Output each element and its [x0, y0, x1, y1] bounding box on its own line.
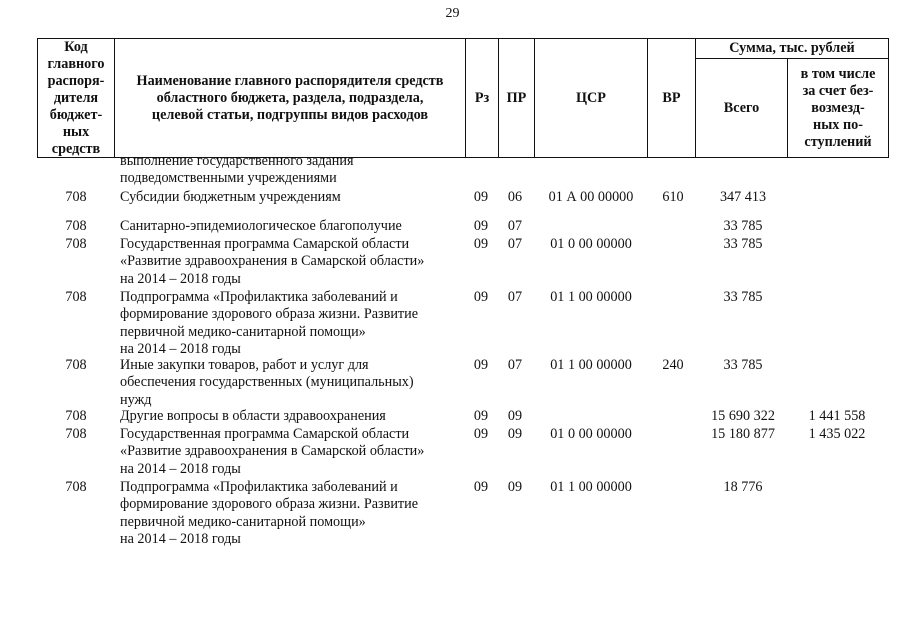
- cell-vr: 240: [662, 357, 684, 373]
- cell-rz: 09: [473, 189, 489, 205]
- cell-total: 15 180 877: [711, 426, 775, 442]
- cell-name-line: формирование здорового образа жизни. Развитие: [120, 306, 419, 323]
- cell-vr: 610: [662, 189, 684, 205]
- cell-name: [120, 357, 465, 409]
- header-vr: ВР: [648, 39, 696, 157]
- cell-pr: 09: [507, 408, 523, 424]
- header-code-line: распоря-: [47, 72, 105, 89]
- header-free-line: в том числе: [800, 65, 876, 82]
- continuation-line: подведомственными учреждениями: [120, 170, 337, 187]
- cell-name-line: обеспечения государственных (муниципальных): [120, 374, 414, 391]
- cell-code: 708: [65, 426, 87, 442]
- cell-rz: 09: [473, 357, 489, 373]
- cell-name-line: Государственная программа Самарской области: [120, 236, 410, 252]
- cell-rz: 09: [473, 218, 489, 234]
- cell-name-line: Другие вопросы в области здравоохранения: [120, 408, 386, 424]
- cell-name-line: первичной медико-санитарной помощи»: [120, 323, 366, 340]
- cell-csr: 01 0 00 00000: [550, 426, 632, 442]
- cell-name: [120, 218, 465, 235]
- cell-code: 708: [65, 357, 87, 373]
- header-pr: ПР: [499, 39, 535, 157]
- cell-pr: 07: [507, 218, 523, 234]
- cell-free: 1 435 022: [808, 426, 866, 442]
- cell-total: 15 690 322: [711, 408, 775, 424]
- header-total: Всего: [696, 59, 788, 157]
- cell-pr: 07: [507, 289, 523, 305]
- header-rz: Рз: [466, 39, 499, 157]
- header-name-text: [137, 73, 444, 124]
- cell-pr: 07: [507, 357, 523, 373]
- cell-rz: 09: [473, 236, 489, 252]
- header-free-line: ных по-: [813, 116, 863, 133]
- cell-total: 33 785: [723, 218, 763, 234]
- cell-name: [120, 289, 465, 359]
- cell-rz: 09: [473, 408, 489, 424]
- page-number: 29: [445, 6, 460, 21]
- header-free-line: возмезд-: [811, 99, 865, 116]
- cell-name-line: нужд: [120, 391, 152, 408]
- cell-rz: 09: [473, 289, 489, 305]
- cell-name-line: на 2014 – 2018 годы: [120, 341, 241, 358]
- header-name-line: целевой статьи, подгруппы видов расходов: [151, 106, 429, 123]
- header-code-line: средств: [51, 140, 101, 157]
- cell-name-line: Субсидии бюджетным учреждениям: [120, 189, 341, 205]
- cell-total: 347 413: [719, 189, 767, 205]
- cell-pr: 06: [507, 189, 523, 205]
- cell-name-line: на 2014 – 2018 годы: [120, 460, 241, 477]
- cell-name-line: Подпрограмма «Профилактика заболеваний и: [120, 479, 398, 495]
- header-code-line: ных: [62, 123, 90, 140]
- header-code-line: дителя: [53, 89, 99, 106]
- cell-name-line: «Развитие здравоохранения в Самарской области»: [120, 443, 425, 460]
- header-csr: ЦСР: [535, 39, 648, 157]
- cell-name-line: на 2014 – 2018 годы: [120, 531, 241, 548]
- cell-name-line: «Развитие здравоохранения в Самарской области»: [120, 253, 425, 270]
- cell-name-line: Подпрограмма «Профилактика заболеваний и: [120, 289, 398, 305]
- cell-name-line: Государственная программа Самарской области: [120, 426, 410, 442]
- header-sum-title: Сумма, тыс. рублей: [696, 39, 889, 59]
- cell-code: 708: [65, 289, 87, 305]
- cell-total: 33 785: [723, 236, 763, 252]
- cell-rz: 09: [473, 426, 489, 442]
- cell-name-line: Иные закупки товаров, работ и услуг для: [120, 357, 369, 373]
- header-free: [788, 59, 889, 157]
- cell-csr: 01 1 00 00000: [550, 357, 632, 373]
- header-free-text: [801, 66, 876, 151]
- cell-free: 1 441 558: [808, 408, 866, 424]
- cell-rz: 09: [473, 479, 489, 495]
- cell-code: 708: [65, 479, 87, 495]
- table-header: [37, 38, 889, 158]
- header-free-line: ступлений: [804, 133, 872, 150]
- cell-csr: 01 А 00 00000: [548, 189, 634, 205]
- cell-name-line: Санитарно-эпидемиологическое благополучие: [120, 218, 402, 234]
- cell-code: 708: [65, 236, 87, 252]
- header-code-line: Код: [64, 38, 88, 55]
- cell-csr: 01 1 00 00000: [550, 289, 632, 305]
- cell-name: [120, 479, 465, 549]
- cell-total: 33 785: [723, 357, 763, 373]
- cell-csr: 01 1 00 00000: [550, 479, 632, 495]
- cell-pr: 09: [507, 426, 523, 442]
- cell-code: 708: [65, 408, 87, 424]
- cell-name: [120, 408, 465, 425]
- cell-total: 18 776: [723, 479, 763, 495]
- header-code-line: бюджет-: [49, 106, 103, 123]
- cell-name: [120, 236, 465, 288]
- header-name: [115, 39, 466, 157]
- cell-csr: 01 0 00 00000: [550, 236, 632, 252]
- header-name-line: Наименование главного распорядителя средств: [136, 72, 444, 89]
- cell-total: 33 785: [723, 289, 763, 305]
- continuation-line: выполнение государственного задания: [120, 153, 354, 169]
- cell-name: [120, 426, 465, 478]
- header-code-line: главного: [47, 55, 105, 72]
- cell-name-line: первичной медико-санитарной помощи»: [120, 513, 366, 530]
- cell-pr: 07: [507, 236, 523, 252]
- cell-name: [120, 189, 465, 206]
- header-code-text: [48, 39, 105, 158]
- cell-name-line: формирование здорового образа жизни. Развитие: [120, 496, 419, 513]
- header-free-line: за счет без-: [802, 82, 874, 99]
- cell-pr: 09: [507, 479, 523, 495]
- header-code: [38, 39, 115, 157]
- header-name-line: областного бюджета, раздела, подраздела,: [156, 89, 424, 106]
- cell-code: 708: [65, 189, 87, 205]
- cell-name-line: на 2014 – 2018 годы: [120, 270, 241, 287]
- cell-code: 708: [65, 218, 87, 234]
